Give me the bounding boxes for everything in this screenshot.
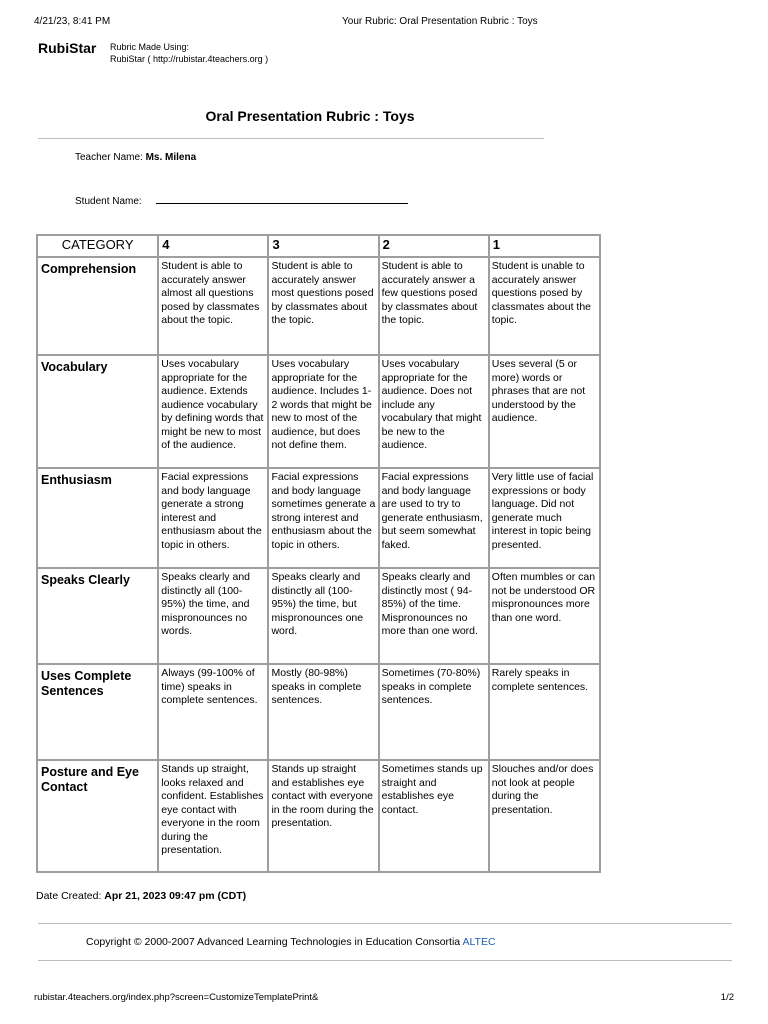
- table-cell: Uses several (5 or more) words or phrases that are not understood by the audience.: [490, 356, 599, 467]
- table-cell: Facial expressions and body language sometimes generate a strong interest and enthusiasm about the topic in others.: [269, 469, 377, 567]
- table-cell: Student is able to accurately answer most questions posed by classmates about the topic.: [269, 258, 377, 354]
- student-name-label: Student Name:: [75, 196, 142, 207]
- made-using-line2: RubiStar ( http://rubistar.4teachers.org ): [110, 54, 269, 64]
- rubistar-logo: RubiStar: [38, 40, 97, 56]
- row-category: Comprehension: [38, 258, 157, 354]
- copyright-text: Copyright © 2000-2007 Advanced Learning Technologies in Education Consortia: [86, 936, 461, 948]
- table-cell: Always (99-100% of time) speaks in complete sentences.: [159, 665, 267, 759]
- footer-divider-bottom: [38, 960, 732, 961]
- teacher-name-value: Ms. Milena: [145, 152, 197, 163]
- rubric-table: [36, 234, 601, 873]
- table-cell: Stands up straight, looks relaxed and confident. Establishes eye contact with everyone in the room during the presentation.: [159, 761, 267, 871]
- footer-divider-top: [38, 923, 732, 924]
- table-cell: Uses vocabulary appropriate for the audience. Includes 1-2 words that might be new to most of the audience, but does not define them.: [269, 356, 377, 467]
- header-score-4: 4: [159, 236, 267, 256]
- row-category: Speaks Clearly: [38, 569, 157, 663]
- table-row: [38, 469, 599, 567]
- table-cell: Mostly (80-98%) speaks in complete sentences.: [269, 665, 377, 759]
- row-category: Vocabulary: [38, 356, 157, 467]
- table-cell: Student is unable to accurately answer questions posed by classmates about the topic.: [490, 258, 599, 354]
- table-cell: Facial expressions and body language generate a strong interest and enthusiasm about the topic in others.: [159, 469, 267, 567]
- table-row: [38, 356, 599, 467]
- date-created-label: Date Created:: [36, 890, 102, 902]
- made-using-note: [110, 41, 268, 65]
- table-cell: Speaks clearly and distinctly most ( 94-85%) of the time. Mispronounces no more than one word.: [380, 569, 488, 663]
- table-row: [38, 258, 599, 354]
- row-category: Uses Complete Sentences: [38, 665, 157, 759]
- table-cell: Facial expressions and body language are used to try to generate enthusiasm, but seem somewhat faked.: [380, 469, 488, 567]
- student-name-blank: [156, 192, 408, 204]
- row-category: Posture and Eye Contact: [38, 761, 157, 871]
- copyright-notice: [86, 936, 496, 948]
- date-created: [36, 890, 246, 902]
- table-cell: Rarely speaks in complete sentences.: [490, 665, 599, 759]
- table-row: [38, 761, 599, 871]
- student-name: [75, 192, 408, 207]
- table-cell: Sometimes stands up straight and establishes eye contact.: [380, 761, 488, 871]
- header-category: CATEGORY: [38, 236, 157, 256]
- table-cell: Uses vocabulary appropriate for the audience. Extends audience vocabulary by defining words that might be new to most of the audience.: [159, 356, 267, 467]
- table-cell: Speaks clearly and distinctly all (100-95%) the time, and mispronounces no words.: [159, 569, 267, 663]
- table-cell: Slouches and/or does not look at people during the presentation.: [490, 761, 599, 871]
- teacher-name-label: Teacher Name:: [75, 152, 143, 163]
- date-created-value: Apr 21, 2023 09:47 pm (CDT): [104, 890, 247, 902]
- rubric-title: Oral Presentation Rubric : Toys: [205, 108, 415, 124]
- table-cell: Student is able to accurately answer almost all questions posed by classmates about the topic.: [159, 258, 267, 354]
- teacher-name: [75, 152, 196, 163]
- table-cell: Often mumbles or can not be understood OR mispronounces more than one word.: [490, 569, 599, 663]
- print-page-title: Your Rubric: Oral Presentation Rubric : Toys: [342, 16, 538, 27]
- print-footer-url: rubistar.4teachers.org/index.php?screen=CustomizeTemplatePrint&: [34, 992, 319, 1003]
- table-header-row: [38, 236, 599, 256]
- header-score-3: 3: [269, 236, 377, 256]
- table-row: [38, 569, 599, 663]
- header-score-2: 2: [380, 236, 488, 256]
- print-page-number: 1/2: [720, 992, 734, 1003]
- table-cell: Uses vocabulary appropriate for the audience. Does not include any vocabulary that might be new to the audience.: [380, 356, 488, 467]
- table-cell: Student is able to accurately answer a few questions posed by classmates about the topic.: [380, 258, 488, 354]
- table-cell: Stands up straight and establishes eye contact with everyone in the room during the presentation.: [269, 761, 377, 871]
- table-cell: Sometimes (70-80%) speaks in complete sentences.: [380, 665, 488, 759]
- table-row: [38, 665, 599, 759]
- row-category: Enthusiasm: [38, 469, 157, 567]
- altec-link[interactable]: ALTEC: [462, 936, 496, 948]
- table-cell: Very little use of facial expressions or body language. Did not generate much interest in topic being presented.: [490, 469, 599, 567]
- header-score-1: 1: [490, 236, 599, 256]
- print-datetime: 4/21/23, 8:41 PM: [34, 16, 111, 27]
- title-divider: [38, 138, 544, 139]
- table-cell: Speaks clearly and distinctly all (100-95%) the time, but mispronounces one word.: [269, 569, 377, 663]
- made-using-line1: Rubric Made Using:: [110, 42, 190, 52]
